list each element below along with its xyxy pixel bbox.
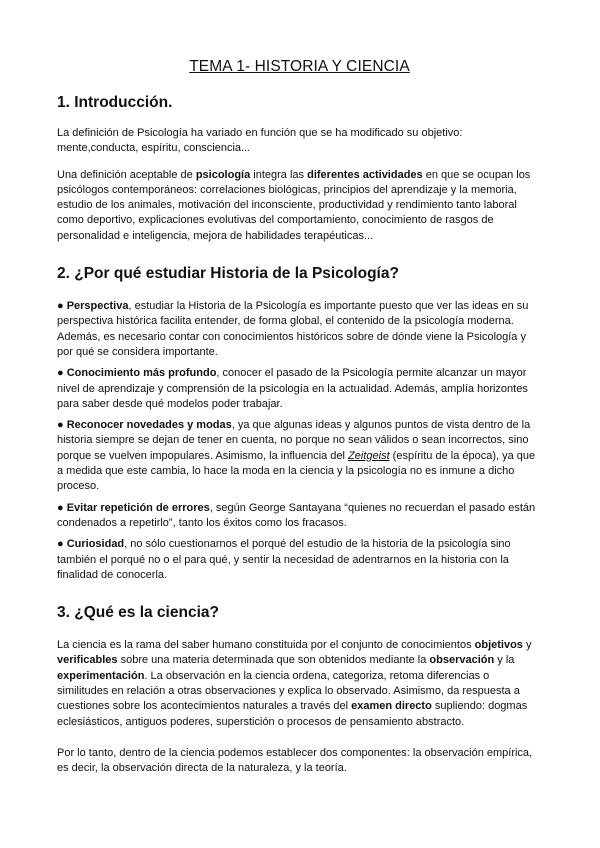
- text-run: Una definición aceptable de: [57, 168, 196, 181]
- document-title: TEMA 1- HISTORIA Y CIENCIA: [189, 58, 410, 75]
- bold-term: examen directo: [351, 700, 432, 713]
- bullet-term: ● Perspectiva: [57, 300, 129, 313]
- section-heading-introduccion: 1. Introducción.: [57, 94, 173, 111]
- text-run: y: [522, 639, 532, 652]
- bullet-errores: [57, 501, 542, 532]
- bold-term: experimentación: [57, 669, 145, 682]
- bold-term: psicología: [195, 168, 251, 181]
- bullet-term: ● Conocimiento más profundo: [57, 367, 217, 380]
- ciencia-paragraph-2: Por lo tanto, dentro de la ciencia podemos establecer dos componentes: la observación empírica, es decir, la observación directa de la naturaleza, y la teoría.: [57, 746, 533, 775]
- bullet-novedades: [57, 418, 542, 494]
- bullet-text: , según George Santayana “quienes no recuerdan el pasado están condenados a repetirlo”, tanto los éxitos como los fracasos.: [57, 501, 536, 529]
- bold-term: objetivos: [474, 639, 523, 652]
- bullet-term: ● Reconocer novedades y modas: [57, 419, 232, 432]
- intro-paragraph-2: [57, 168, 542, 244]
- bold-term: diferentes actividades: [307, 168, 423, 181]
- bold-term: verificables: [57, 654, 118, 667]
- bullet-text: , conocer el pasado de la Psicología permite alcanzar un mayor nivel de aprendizaje y comprensión de la psicología en la actualidad. Además, amplía horizontes para saber desde qué modelos poder trabajar.: [57, 367, 528, 410]
- text-run: en que se ocupan los psicólogos contemporáneos: correlaciones biológicas, principios del aprendizaje y la memoria, estudio de los animales, motivación del inconsciente, productividad y rendimiento tanto laboral como deportivo, explicaciones evolutivas del comportamiento, conocimiento de rasgos de personalidad e inteligencia, mejora de habilidades terapéuticas...: [57, 168, 531, 242]
- ciencia-paragraph-1: [57, 638, 542, 730]
- text-run: integra las: [250, 168, 308, 181]
- text-run: sobre una materia determinada que son obtenidos mediante la: [117, 654, 430, 667]
- section-heading-historia: 2. ¿Por qué estudiar Historia de la Psicología?: [57, 265, 399, 283]
- bullet-term: ● Evitar repetición de errores: [57, 501, 210, 514]
- text-run: supliendo: dogmas eclesiásticos, antiguos poderes, superstición o procesos de pensamiento abstracto.: [57, 700, 528, 728]
- bullet-conocimiento: [57, 366, 542, 412]
- text-run: La ciencia es la rama del saber humano constituida por el conjunto de conocimientos: [57, 639, 475, 652]
- section-heading-ciencia: 3. ¿Qué es la ciencia?: [57, 604, 219, 622]
- bullet-text: , ya que algunas ideas y algunos puntos de vista dentro de la historia siempre se dejan de tener en cuenta, no porque no sean válidos o sean incorrectos, sino porque se vuelven impopulares. Asimismo, la influencia del: [57, 419, 531, 462]
- zeitgeist-term: Zeitgeist: [348, 449, 390, 462]
- bullet-text: , estudiar la Historia de la Psicología es importante puesto que ver las ideas en su perspectiva histórica facilita entender, de forma global, el contenido de la psicología moderna. Además, es necesario contar con conocimientos históricos sobre de dónde viene la Psicología y por qué se considera importante.: [57, 300, 529, 358]
- bullet-curiosidad: [57, 537, 542, 583]
- text-run: y la: [494, 654, 515, 667]
- bullet-perspectiva: [57, 299, 542, 360]
- bullet-text: , no sólo cuestionarnos el porqué del estudio de la historia de la psicología sino también el porqué no o el para qué, y sentir la necesidad de adentrarnos en la historia con la finalidad de conocerla.: [57, 538, 511, 581]
- intro-paragraph-1: La definición de Psicología ha variado en función que se ha modificado su objetivo: mente,conducta, espíritu, consciencia...: [57, 127, 463, 155]
- bullet-term: ● Curiosidad: [57, 538, 125, 551]
- text-run: . La observación en la ciencia ordena, categoriza, retoma diferencias o similitudes en relación a otras observaciones y explica lo observado. Asimismo, da respuesta a cuestiones sobre los acontecimientos naturales a través del: [57, 669, 520, 713]
- bullet-text: (espíritu de la época), ya que a medida que este cambia, lo hace la moda en la ciencia y la psicología no es inmune a dicho proceso.: [57, 449, 536, 493]
- bold-term: observación: [429, 654, 495, 667]
